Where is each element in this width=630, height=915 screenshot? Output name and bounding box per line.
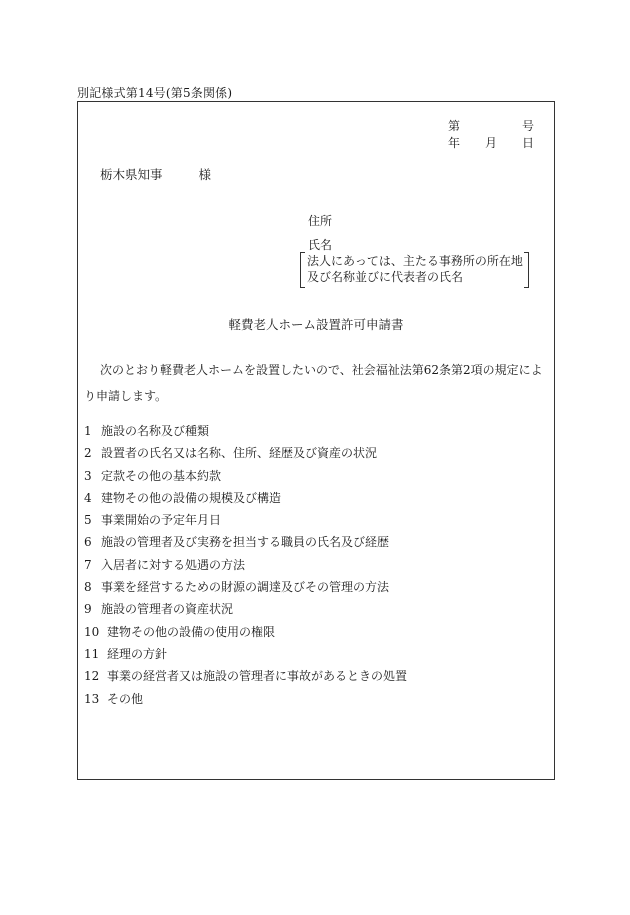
number-go: 号 xyxy=(521,119,534,133)
list-item: 8 事業を経営するための財源の調達及びその管理の方法 xyxy=(84,580,390,595)
date-month: 月 xyxy=(484,136,497,150)
list-item: 12 事業の経営者又は施設の管理者に事故があるときの処置 xyxy=(84,669,408,684)
date-year: 年 xyxy=(448,136,461,150)
note-bracket-right xyxy=(524,252,529,288)
corporate-note-line1: 法人にあっては、主たる事務所の所在地 xyxy=(307,254,523,268)
applicant-block xyxy=(308,209,332,257)
date-day: 日 xyxy=(521,136,534,150)
number-date-block xyxy=(448,118,534,152)
list-item: 6 施設の管理者及び実務を担当する職員の氏名及び経歴 xyxy=(84,535,390,550)
corporate-note xyxy=(307,253,523,285)
attachment-list xyxy=(84,420,407,710)
list-item: 4 建物その他の設備の規模及び構造 xyxy=(84,490,282,505)
number-row xyxy=(448,118,534,135)
number-dai: 第 xyxy=(448,119,461,133)
list-item: 9 施設の管理者の資産状況 xyxy=(84,602,234,617)
list-item: 2 設置者の氏名又は名称、住所、経歴及び資産の状況 xyxy=(84,446,378,461)
address-label: 住所 xyxy=(308,214,333,228)
list-item: 13 その他 xyxy=(84,691,144,706)
list-item: 1 施設の名称及び種類 xyxy=(84,424,210,438)
body-text: 次のとおり軽費老人ホームを設置したいので、社会福祉法第62条第2項の規定により申請します。 xyxy=(84,363,543,403)
list-item: 5 事業開始の予定年月日 xyxy=(84,513,222,528)
form-caption: 別記様式第14号(第5条関係) xyxy=(77,86,233,100)
form-frame xyxy=(77,101,555,780)
list-item: 3 定款その他の基本約款 xyxy=(84,468,222,483)
addressee xyxy=(100,165,211,183)
date-row xyxy=(448,135,534,152)
list-item: 10 建物その他の設備の使用の権限 xyxy=(84,624,276,639)
list-item: 11 経理の方針 xyxy=(84,646,168,661)
note-bracket-left xyxy=(300,252,305,288)
list-item: 7 入居者に対する処遇の方法 xyxy=(84,557,246,572)
addressee-name: 栃木県知事 xyxy=(100,167,163,182)
name-label: 氏名 xyxy=(308,238,333,252)
document-title: 軽費老人ホーム設置許可申請書 xyxy=(228,317,404,332)
corporate-note-line2: 及び名称並びに代表者の氏名 xyxy=(307,270,464,284)
addressee-honorific: 様 xyxy=(198,167,212,182)
